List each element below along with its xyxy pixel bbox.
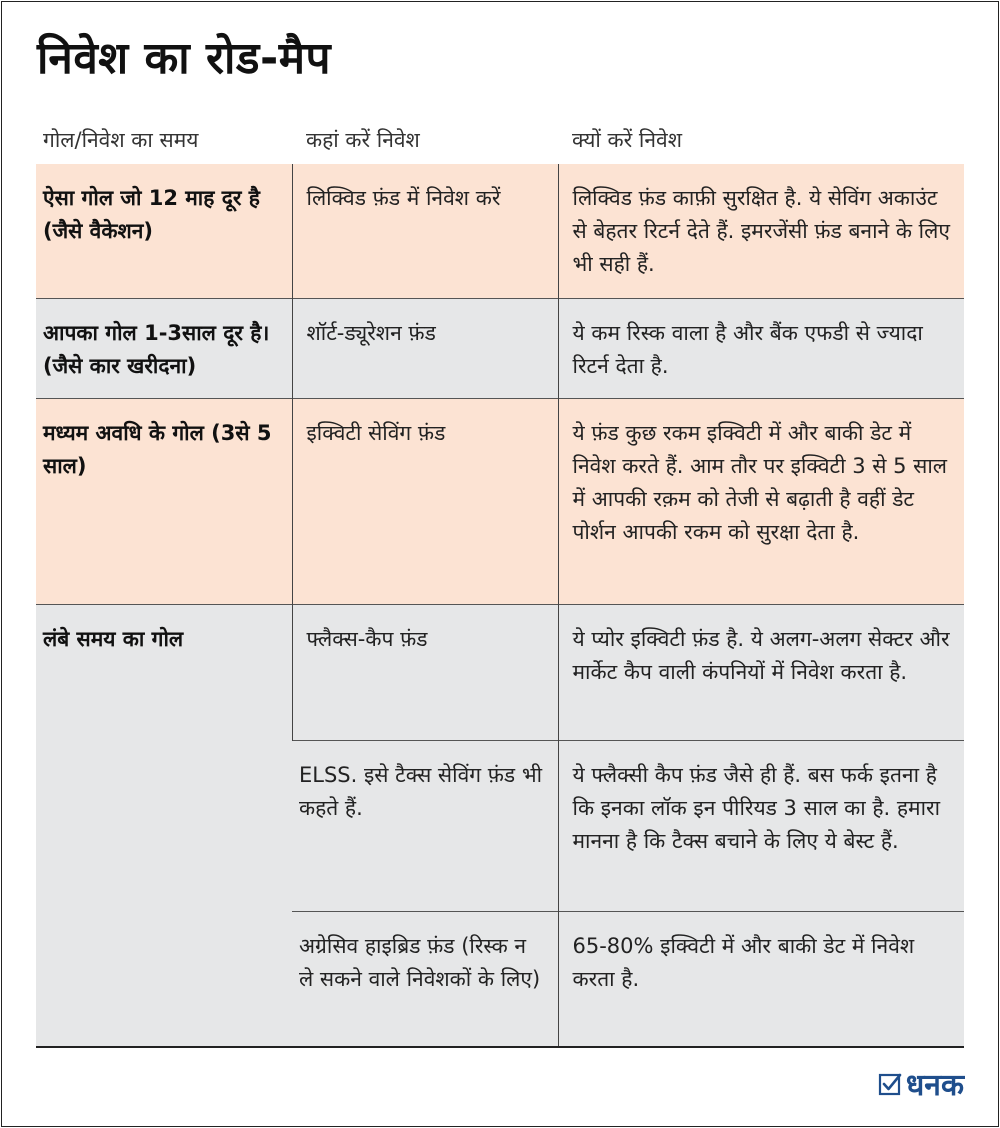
table-header xyxy=(36,118,964,166)
goal-cell: लंबे समय का गोल xyxy=(36,604,292,1047)
where-cell: ELSS. इसे टैक्स सेविंग फ़ंड भी कहते हैं. xyxy=(292,740,558,911)
table-row xyxy=(36,164,964,298)
table-row xyxy=(36,298,964,398)
why-cell: ये कम रिस्क वाला है और बैंक एफडी से ज्यादा रिटर्न देता है. xyxy=(558,298,964,398)
table-row xyxy=(36,398,964,604)
where-cell: शॉर्ट-ड्यूरेशन फ़ंड xyxy=(292,298,558,398)
why-cell: 65-80% इक्विटी में और बाकी डेट में निवेश करता है. xyxy=(558,911,964,1047)
why-cell: ये प्योर इक्विटी फ़ंड है. ये अलग-अलग सेक्टर और मार्केट कैप वाली कंपनियों में निवेश करता है. xyxy=(558,604,964,740)
checkbox-icon xyxy=(878,1072,902,1096)
where-cell: लिक्विड फ़ंड में निवेश करें xyxy=(292,164,558,298)
goal-cell: मध्यम अवधि के गोल (3से 5 साल) xyxy=(36,398,292,604)
brand-name: धनक xyxy=(905,1068,964,1103)
why-cell: लिक्विड फ़ंड काफ़ी सुरक्षित है. ये सेविंग अकाउंट से बेहतर रिटर्न देते हैं. इमरजेंसी फ़ंड बनाने के लिए भी सही हैं. xyxy=(558,164,964,298)
where-cell: फ्लैक्स-कैप फ़ंड xyxy=(292,604,558,740)
goal-cell: आपका गोल 1-3साल दूर है। (जैसे कार खरीदना) xyxy=(36,298,292,398)
page-title: निवेश का रोड-मैप xyxy=(37,33,332,84)
roadmap-table xyxy=(36,164,964,1048)
why-cell: ये फ़ंड कुछ रकम इक्विटी में और बाकी डेट में निवेश करते हैं. आम तौर पर इक्विटी 3 से 5 साल में आपकी रक़म को तेजी से बढ़ाती है वहीं डेट पोर्शन आपकी रकम को सुरक्षा देता है. xyxy=(558,398,964,604)
goal-cell: ऐसा गोल जो 12 माह दूर है (जैसे वैकेशन) xyxy=(36,164,292,298)
where-cell: इक्विटी सेविंग फ़ंड xyxy=(292,398,558,604)
table-row xyxy=(36,604,964,740)
where-cell: अग्रेसिव हाइब्रिड फ़ंड (रिस्क न ले सकने वाले निवेशकों के लिए) xyxy=(292,911,558,1047)
header-where-invest: कहां करें निवेश xyxy=(306,128,420,152)
brand-logo xyxy=(878,1063,964,1104)
why-cell: ये फ्लैक्सी कैप फ़ंड जैसे ही हैं. बस फर्क इतना है कि इनका लॉक इन पीरियड 3 साल का है. हमारा मानना है कि टैक्स बचाने के लिए ये बेस्ट हैं. xyxy=(558,740,964,911)
header-goal-time: गोल/निवेश का समय xyxy=(43,128,199,152)
header-why-invest: क्यों करें निवेश xyxy=(572,128,682,152)
